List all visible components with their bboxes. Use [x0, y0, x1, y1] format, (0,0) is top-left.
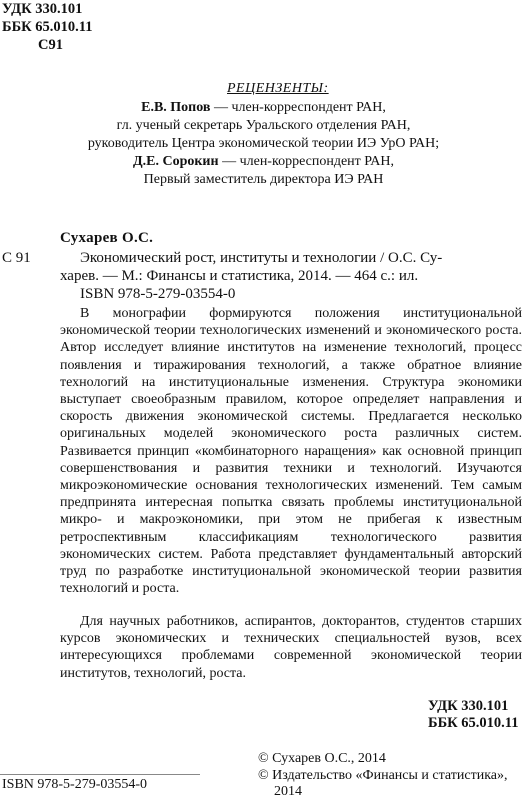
udk-code-bottom: УДК 330.101: [428, 698, 509, 714]
author-heading: Сухарев О.С.: [60, 230, 154, 246]
reviewer-1-line-3: руководитель Центра экономической теории ИЭ УрО РАН;: [87, 136, 440, 151]
copyright-year: 2014: [274, 784, 302, 799]
annotation: [60, 305, 522, 597]
reviewer-2-role: — член-корреспондент РАН,: [218, 154, 394, 169]
biblio-mark: С 91: [2, 250, 31, 266]
reviewer-1-name: Е.В. Попов: [141, 100, 211, 115]
isbn-line: ISBN 978-5-279-03554-0: [80, 286, 236, 302]
reviewer-1: [0, 99, 527, 117]
annotation-audience: [60, 613, 522, 682]
reviewer-2: [0, 153, 527, 171]
copyright-publisher: © Издательство «Финансы и статистика»,: [258, 768, 508, 783]
author-mark-top: С91: [38, 37, 63, 53]
reviewers-title: РЕЦЕНЗЕНТЫ:: [227, 81, 329, 96]
annotation-paragraph-2: Для научных работников, аспирантов, докторантов, студентов старших курсов экономических и технических специальностей вузов, всех интересующихся проблемами современной экономической теории институтов, технологий, роста.: [60, 614, 522, 681]
udk-code-top: УДК 330.101: [2, 1, 83, 17]
bbk-code-bottom: ББК 65.010.11: [428, 715, 519, 731]
reviewer-1-role: — член-корреспондент РАН,: [210, 100, 386, 115]
copyright-author: © Сухарев О.С., 2014: [258, 751, 386, 766]
reviewer-2-name: Д.Е. Сорокин: [133, 154, 219, 169]
reviewer-2-line-2: Первый заместитель директора ИЭ РАН: [143, 172, 384, 187]
biblio-line-1: Экономический рост, институты и технологии / О.С. Су-: [80, 250, 443, 266]
bbk-code-top: ББК 65.010.11: [2, 19, 93, 35]
annotation-paragraph-1: В монографии формируются положения институциональной экономической теории технологических изменений и экономического роста. Автор исследует влияние институтов на изменение технологий, процесс появления и тиражирования технологий, а также обратное влияние технологий на институциональные изменения. Структура экономики выступает своеобразным правилом, которое определяет направления и скорость движения экономической системы. Предлагается несколько оригинальных моделей экономического роста различных систем. Развивается принцип «комбинаторного наращения» как основной принцип совершенствования и развития техники и технологий. Изучаются микроэкономические основания технологических изменений. Тем самым предпринята интересная попытка связать проблемы институциональной микро- и макроэкономики, при этом не прибегая к известным ретроспективным классификациям технологического развития экономических систем. Работа представляет фундаментальный авторский труд по разработке институциональной экономической теории развития технологий и роста.: [60, 306, 522, 597]
reviewer-1-line-2: гл. ученый секретарь Уральского отделения РАН,: [116, 118, 411, 133]
biblio-line-2: харев. — М.: Финансы и статистика, 2014. — 464 с.: ил.: [60, 268, 419, 284]
footer-isbn: ISBN 978-5-279-03554-0: [2, 777, 148, 792]
footer-separator: [0, 774, 200, 775]
